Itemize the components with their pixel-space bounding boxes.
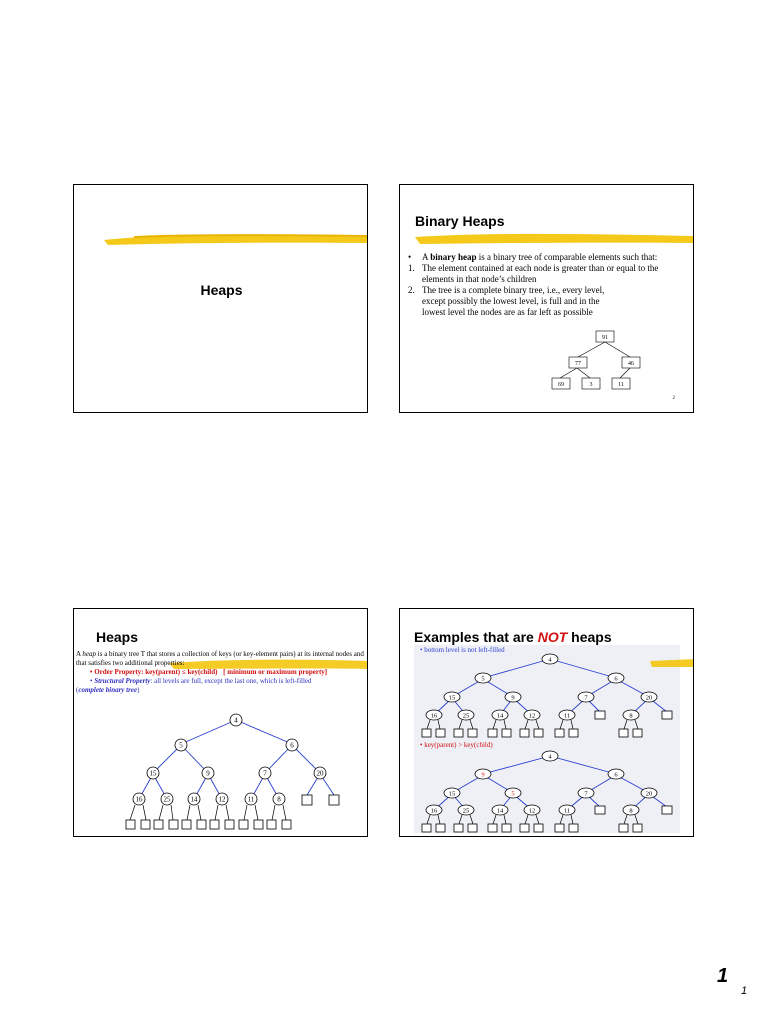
struct-rest: : all levels are full, except the last one, which is left-filled bbox=[150, 677, 312, 685]
tree-label: 16 bbox=[430, 712, 438, 720]
bullet-rest: is a binary tree of comparable elements such that: bbox=[476, 252, 658, 262]
tree-label: 7 bbox=[584, 694, 588, 702]
struct-bullet: • bbox=[90, 677, 95, 685]
highlight-stroke bbox=[74, 185, 368, 413]
slide-2-body: • A binary heap is a binary tree of comparable elements such that: 1. The element contained at each node is greater than or equal to the elements in that node’s children 2. The tree is a complete binary tree, i.e., every level, except possibly the lowest level, is full and in the lowest level the nodes are as far left as possible bbox=[408, 252, 688, 318]
tree-label: 6 bbox=[290, 741, 294, 750]
non-heap-tree-2 bbox=[400, 609, 694, 837]
tree-label: 12 bbox=[528, 807, 536, 815]
intro-heap: heap bbox=[82, 650, 97, 658]
tree-label: 25 bbox=[163, 795, 171, 804]
tree-label: 69 bbox=[558, 382, 564, 388]
tree-label: 7 bbox=[584, 790, 588, 798]
heap-tree bbox=[74, 609, 368, 837]
tree-label: 5 bbox=[481, 675, 485, 683]
tree-label: 8 bbox=[629, 712, 633, 720]
tree-label: 20 bbox=[645, 790, 653, 798]
tree-label: 4 bbox=[234, 716, 238, 725]
caption-key-order: • key(parent) > key(child) bbox=[420, 741, 493, 749]
tree-label: 5 bbox=[179, 741, 183, 750]
tree-label: 14 bbox=[496, 712, 504, 720]
tree-label: 12 bbox=[218, 795, 226, 804]
tree-label: 3 bbox=[589, 382, 593, 388]
tree-label: 14 bbox=[496, 807, 504, 815]
paren-open: ( bbox=[76, 686, 79, 694]
page-number-large: 1 bbox=[717, 965, 729, 987]
item-1: The element contained at each node is greater than or equal to the elements in that node’s children bbox=[422, 263, 659, 284]
slide-1 bbox=[73, 184, 368, 413]
struct-label: Structural Property bbox=[94, 677, 151, 685]
tree-label: 12 bbox=[528, 712, 536, 720]
title-not: NOT bbox=[537, 629, 568, 645]
order-label: • Order Property: key(parent) ≤ key(child) bbox=[90, 668, 218, 676]
title-prefix: Examples that are bbox=[414, 629, 538, 645]
tree-label: 15 bbox=[448, 694, 456, 702]
slide-3 bbox=[73, 608, 368, 837]
tree-label: 9 bbox=[206, 769, 210, 778]
slide-3-title: Heaps bbox=[96, 629, 139, 645]
tree-label: 11 bbox=[563, 807, 571, 815]
tree-label-violation: 5 bbox=[511, 790, 515, 798]
title-suffix: heaps bbox=[567, 629, 612, 645]
tree-label: 77 bbox=[575, 361, 581, 367]
tree-label: 16 bbox=[135, 795, 143, 804]
tree-label: 6 bbox=[614, 675, 618, 683]
tree-label: 8 bbox=[277, 795, 281, 804]
tree-label: 16 bbox=[430, 807, 438, 815]
item-2-number: 2. bbox=[408, 285, 415, 295]
slide-2-title: Binary Heaps bbox=[415, 213, 505, 229]
slide-2-page-number: 2 bbox=[672, 396, 675, 401]
slide-4 bbox=[399, 608, 694, 837]
tree-label: 91 bbox=[602, 335, 608, 341]
tree-label: 46 bbox=[628, 361, 634, 367]
caption-not-left-filled: • bottom level is not left-filled bbox=[420, 646, 505, 654]
binary-heap-tree bbox=[400, 185, 694, 413]
tree-label: 9 bbox=[511, 694, 515, 702]
slide-2 bbox=[399, 184, 694, 413]
tree-label: 6 bbox=[614, 771, 618, 779]
tree-label: 11 bbox=[563, 712, 571, 720]
tree-label: 4 bbox=[548, 753, 552, 761]
tree-label: 25 bbox=[462, 712, 470, 720]
tree-label: 25 bbox=[462, 807, 470, 815]
tree-label: 8 bbox=[629, 807, 633, 815]
tree-label: 20 bbox=[645, 694, 653, 702]
slide-1-title: Heaps bbox=[200, 282, 243, 298]
intro-a: A bbox=[76, 650, 83, 658]
tree-label: 4 bbox=[548, 656, 552, 664]
tree-label: 14 bbox=[190, 795, 198, 804]
struct-complete: complete binary tree bbox=[78, 686, 138, 694]
page-number-small: 1 bbox=[741, 985, 748, 997]
tree-label: 7 bbox=[263, 769, 267, 778]
bullet-bold: binary heap bbox=[430, 252, 477, 262]
tree-label: 20 bbox=[316, 769, 324, 778]
tree-label: 11 bbox=[247, 795, 255, 804]
order-note: [ minimum or maximum property] bbox=[223, 668, 328, 676]
tree-label: 11 bbox=[618, 382, 624, 388]
tree-label-violation: 9 bbox=[481, 771, 485, 779]
paren-close: ) bbox=[137, 686, 140, 694]
item-2: The tree is a complete binary tree, i.e., every level, except possibly the lowest level, is full and in the lowest level the nodes are as far left as possible bbox=[422, 285, 605, 317]
intro-rest: is a binary tree T that stores a collection of keys (or key-element pairs) at its internal nodes and that satisfies two additional properties: bbox=[76, 650, 364, 667]
bullet-prefix: A bbox=[422, 252, 431, 262]
item-1-number: 1. bbox=[408, 263, 415, 273]
tree-label: 15 bbox=[149, 769, 157, 778]
tree-label: 15 bbox=[448, 790, 456, 798]
